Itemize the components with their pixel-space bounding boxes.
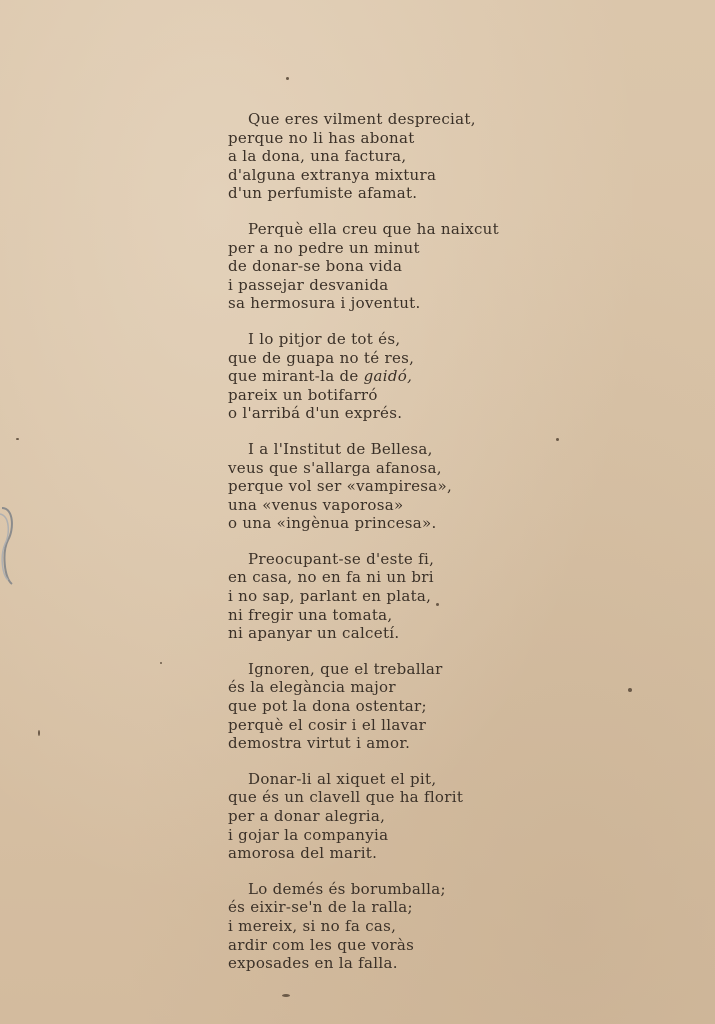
verse-line (228, 367, 518, 386)
poem (228, 110, 518, 990)
verse-line: perque no li has abonat (228, 128, 415, 147)
stanza (228, 550, 518, 643)
binder-clip-icon (0, 500, 18, 590)
verse-line: Preocupant-se d'este fi, (248, 549, 435, 568)
verse-line: i no sap, parlant en plata, (228, 587, 432, 606)
verse-line: I lo pitjor de tot és, (248, 329, 401, 348)
verse-line: d'alguna extranya mixtura (228, 165, 437, 184)
verse-line: és eixir-se'n de la ralla; (228, 898, 413, 917)
stanza (228, 330, 518, 423)
verse-line: que de guapa no té res, (228, 348, 415, 367)
paper-speck (160, 662, 162, 664)
stanza (228, 770, 518, 863)
verse-line: ni fregir una tomata, (228, 605, 393, 624)
verse-line: demostra virtut i amor. (228, 734, 411, 753)
verse-line: Ignoren, que el treballar (248, 659, 443, 678)
verse-line: una «venus vaporosa» (228, 495, 404, 514)
verse-line: que pot la dona ostentar; (228, 697, 427, 716)
stanza (228, 660, 518, 753)
verse-line: en casa, no en fa ni un bri (228, 568, 434, 587)
verse-line: i gojar la companyia (228, 825, 389, 844)
paper-speck (556, 438, 559, 441)
stanza (228, 220, 518, 313)
verse-line: ardir com les que voràs (228, 935, 415, 954)
verse-line: sa hermosura i joventut. (228, 294, 421, 313)
paper-speck (628, 688, 632, 692)
verse-line: perque vol ser «vampiresa», (228, 477, 453, 496)
verse-line: I a l'Institut de Bellesa, (248, 439, 433, 458)
verse-line: i mereix, si no fa cas, (228, 916, 397, 935)
paper-speck (282, 994, 290, 997)
verse-line: Donar-li al xiquet el pit, (248, 769, 437, 788)
verse-line: perquè el cosir i el llavar (228, 715, 427, 734)
paper-speck (38, 730, 40, 736)
verse-line: pareix un botifarró (228, 385, 378, 404)
verse-line: exposades en la falla. (228, 954, 398, 973)
verse-line: Lo demés és borumballa; (248, 879, 446, 898)
verse-line: de donar-se bona vida (228, 257, 403, 276)
italic-word: gaidó, (363, 367, 413, 386)
verse-line: és la elegància major (228, 678, 396, 697)
paper-speck (286, 77, 289, 80)
stanza (228, 110, 518, 203)
verse-line: per a donar alegria, (228, 807, 386, 825)
verse-line: per a no pedre un minut (228, 238, 420, 257)
verse-line: i passejar desvanida (228, 275, 389, 294)
verse-line: veus que s'allarga afanosa, (228, 458, 442, 477)
verse-line: a la dona, una factura, (228, 147, 407, 166)
stanza (228, 880, 518, 973)
verse-line: o l'arribá d'un exprés. (228, 404, 403, 423)
paper-speck (16, 438, 19, 440)
verse-line-text: que mirant-la de (228, 367, 364, 386)
verse-line: ni apanyar un calcetí. (228, 624, 400, 643)
stanza (228, 440, 518, 533)
verse-line: Que eres vilment despreciat, (248, 110, 476, 128)
verse-line: Perquè ella creu que ha naixcut (248, 219, 499, 238)
verse-line: amorosa del marit. (228, 844, 378, 863)
verse-line: o una «ingènua princesa». (228, 514, 437, 533)
verse-line: que és un clavell que ha florit (228, 788, 464, 807)
verse-line: d'un perfumiste afamat. (228, 184, 418, 203)
